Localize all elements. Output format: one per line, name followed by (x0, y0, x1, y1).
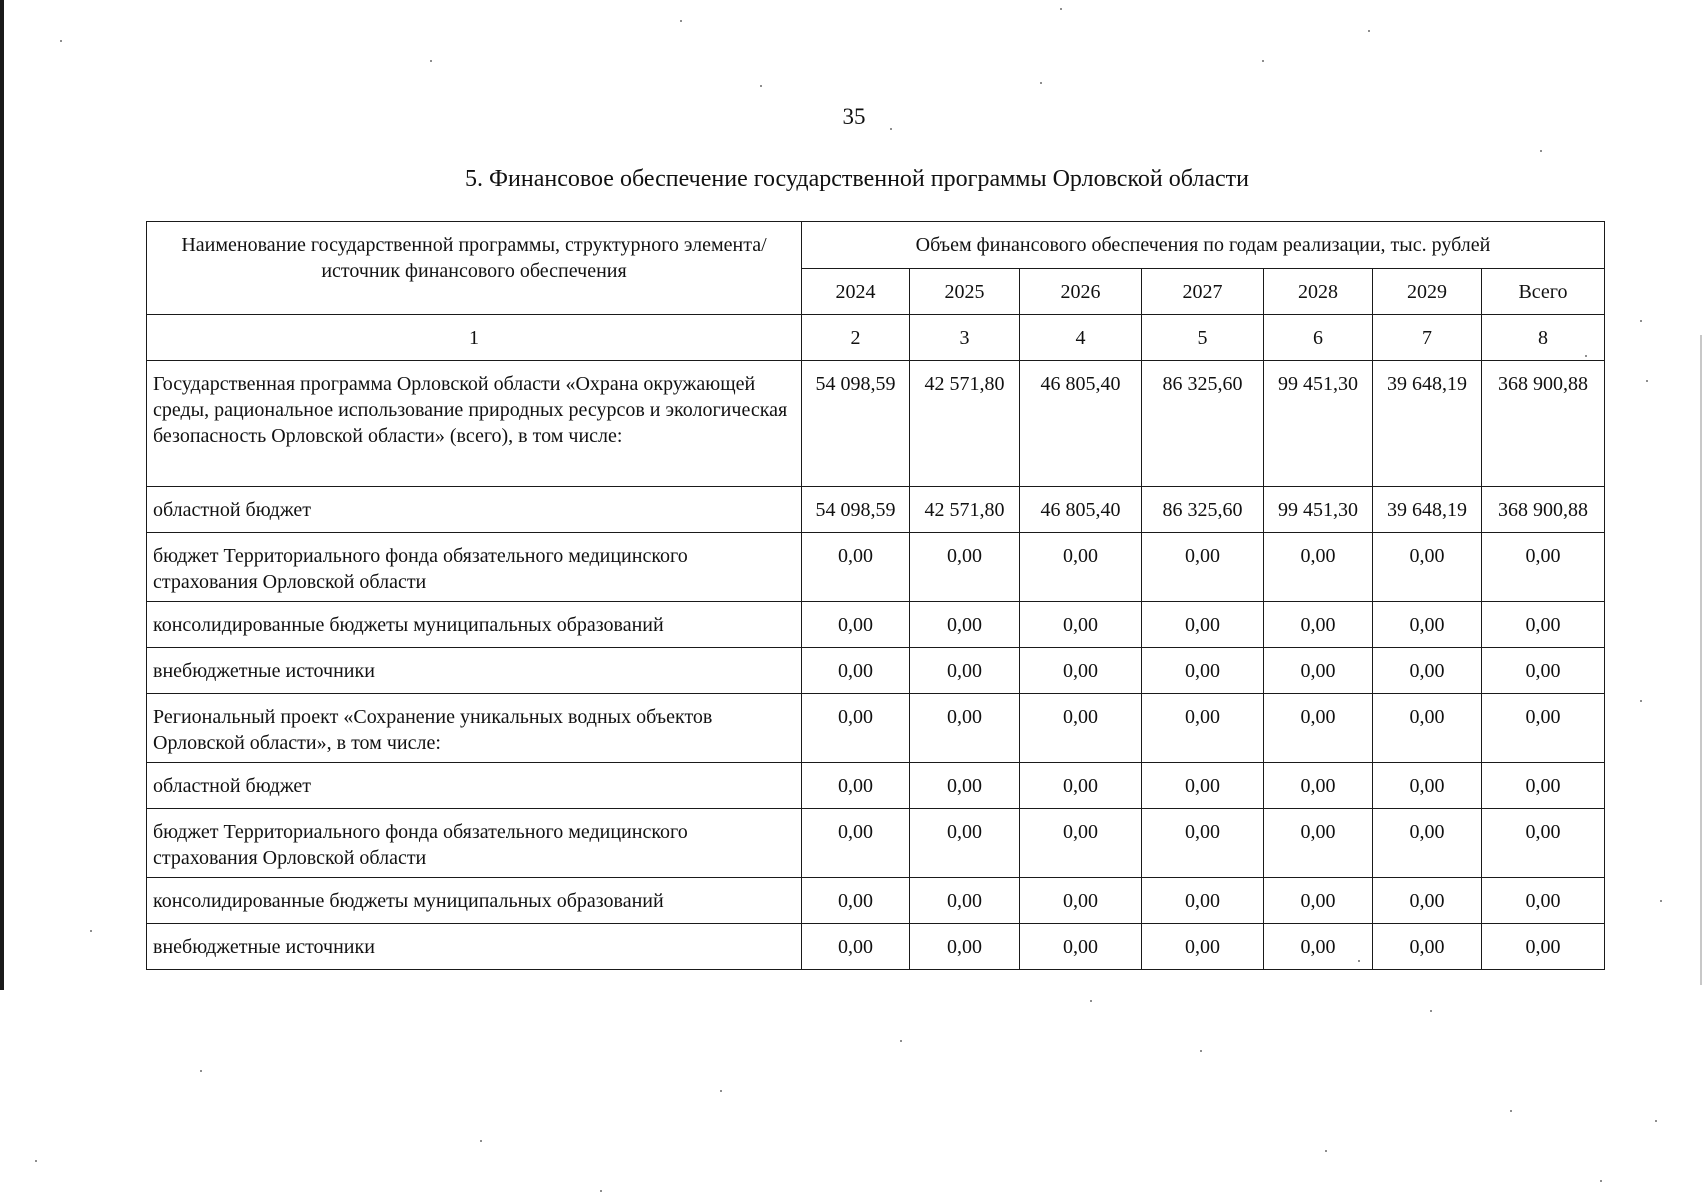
row-label-cell: Государственная программа Орловской области «Охрана окружающей среды, рациональное использование природных ресурсов и экологическая безопасность Орловской области» (всего), в том числе: (147, 361, 802, 487)
column-number-cell: 3 (910, 315, 1020, 361)
row-total-cell: 0,00 (1482, 924, 1605, 970)
row-value-cell: 0,00 (1264, 809, 1373, 878)
scan-right-edge (1700, 335, 1702, 985)
scan-speck (1540, 150, 1542, 152)
header-name-cell: Наименование государственной программы, структурного элемента/источник финансового обеспечения (147, 222, 802, 315)
scan-speck (480, 1140, 482, 1142)
row-label-cell: бюджет Территориального фонда обязательного медицинского страхования Орловской области (147, 809, 802, 878)
row-value-cell: 0,00 (1264, 648, 1373, 694)
scan-speck (760, 85, 762, 87)
row-value-cell: 86 325,60 (1142, 361, 1264, 487)
year-cell: 2028 (1264, 269, 1373, 315)
scan-speck (35, 1160, 37, 1162)
table-row (147, 361, 1605, 487)
row-value-cell: 0,00 (1373, 648, 1482, 694)
row-label-cell: бюджет Территориального фонда обязательного медицинского страхования Орловской области (147, 533, 802, 602)
year-cell: 2026 (1020, 269, 1142, 315)
row-value-cell: 0,00 (1020, 763, 1142, 809)
row-value-cell: 0,00 (1373, 763, 1482, 809)
column-number-cell: 2 (802, 315, 910, 361)
column-number-cell: 8 (1482, 315, 1605, 361)
year-cell: 2025 (910, 269, 1020, 315)
table-row (147, 487, 1605, 533)
row-value-cell: 42 571,80 (910, 487, 1020, 533)
scan-speck (890, 128, 892, 130)
row-value-cell: 0,00 (1142, 533, 1264, 602)
row-value-cell: 0,00 (1020, 878, 1142, 924)
row-value-cell: 0,00 (1020, 809, 1142, 878)
row-value-cell: 0,00 (1373, 809, 1482, 878)
row-value-cell: 39 648,19 (1373, 361, 1482, 487)
row-value-cell: 0,00 (910, 602, 1020, 648)
row-value-cell: 0,00 (1264, 763, 1373, 809)
row-value-cell: 54 098,59 (802, 487, 910, 533)
row-label-cell: консолидированные бюджеты муниципальных образований (147, 602, 802, 648)
column-number-cell: 5 (1142, 315, 1264, 361)
year-cell: 2024 (802, 269, 910, 315)
row-value-cell: 0,00 (910, 878, 1020, 924)
scan-speck (1655, 1120, 1657, 1122)
row-value-cell: 0,00 (910, 763, 1020, 809)
row-value-cell: 0,00 (910, 648, 1020, 694)
scan-speck (1510, 1110, 1512, 1112)
header-volume-cell: Объем финансового обеспечения по годам реализации, тыс. рублей (802, 222, 1605, 269)
scan-speck (430, 60, 432, 62)
row-value-cell: 0,00 (910, 694, 1020, 763)
row-value-cell: 0,00 (1373, 533, 1482, 602)
table-row (147, 924, 1605, 970)
row-value-cell: 0,00 (1142, 809, 1264, 878)
row-value-cell: 0,00 (1020, 533, 1142, 602)
row-total-cell: 0,00 (1482, 648, 1605, 694)
scan-speck (1358, 960, 1360, 962)
financing-table (146, 221, 1605, 970)
row-label-cell: Региональный проект «Сохранение уникальных водных объектов Орловской области», в том числе: (147, 694, 802, 763)
row-value-cell: 0,00 (1264, 533, 1373, 602)
section-title: 5. Финансовое обеспечение государственной программы Орловской области (465, 166, 1249, 192)
row-value-cell: 86 325,60 (1142, 487, 1264, 533)
row-value-cell: 0,00 (1020, 648, 1142, 694)
row-value-cell: 0,00 (802, 878, 910, 924)
page-number: 35 (842, 104, 866, 129)
row-total-cell: 0,00 (1482, 602, 1605, 648)
header-row (147, 222, 1605, 269)
column-numbers-row (147, 315, 1605, 361)
row-value-cell: 54 098,59 (802, 361, 910, 487)
table-row (147, 533, 1605, 602)
scan-speck (1325, 1150, 1327, 1152)
row-value-cell: 0,00 (802, 924, 910, 970)
scan-speck (1430, 1010, 1432, 1012)
scan-speck (720, 1090, 722, 1092)
row-value-cell: 0,00 (802, 533, 910, 602)
row-value-cell: 0,00 (1373, 924, 1482, 970)
row-total-cell: 0,00 (1482, 809, 1605, 878)
scan-speck (600, 1190, 602, 1192)
scan-speck (1600, 1180, 1602, 1182)
row-value-cell: 0,00 (802, 809, 910, 878)
row-total-cell: 0,00 (1482, 878, 1605, 924)
row-value-cell: 0,00 (1020, 924, 1142, 970)
row-value-cell: 0,00 (910, 533, 1020, 602)
row-total-cell: 0,00 (1482, 694, 1605, 763)
row-value-cell: 46 805,40 (1020, 487, 1142, 533)
row-value-cell: 0,00 (802, 648, 910, 694)
scan-speck (1646, 380, 1648, 382)
row-value-cell: 0,00 (802, 763, 910, 809)
row-value-cell: 0,00 (1264, 878, 1373, 924)
row-value-cell: 99 451,30 (1264, 487, 1373, 533)
row-label-cell: внебюджетные источники (147, 648, 802, 694)
row-value-cell: 0,00 (1020, 694, 1142, 763)
scan-speck (900, 1040, 902, 1042)
row-label-cell: областной бюджет (147, 763, 802, 809)
row-value-cell: 0,00 (1142, 602, 1264, 648)
scan-speck (60, 40, 62, 42)
row-value-cell: 0,00 (1142, 924, 1264, 970)
row-value-cell: 0,00 (1264, 924, 1373, 970)
scan-speck (1262, 60, 1264, 62)
row-value-cell: 0,00 (910, 809, 1020, 878)
row-value-cell: 0,00 (802, 694, 910, 763)
row-value-cell: 39 648,19 (1373, 487, 1482, 533)
year-cell: 2027 (1142, 269, 1264, 315)
column-number-cell: 1 (147, 315, 802, 361)
row-value-cell: 0,00 (1142, 648, 1264, 694)
scan-speck (90, 930, 92, 932)
row-value-cell: 99 451,30 (1264, 361, 1373, 487)
table-row (147, 763, 1605, 809)
table-row (147, 878, 1605, 924)
row-total-cell: 368 900,88 (1482, 487, 1605, 533)
row-value-cell: 0,00 (1142, 878, 1264, 924)
scan-speck (1060, 8, 1062, 10)
row-value-cell: 0,00 (1373, 878, 1482, 924)
scan-speck (1200, 1050, 1202, 1052)
row-value-cell: 46 805,40 (1020, 361, 1142, 487)
row-value-cell: 0,00 (1264, 602, 1373, 648)
row-value-cell: 0,00 (1373, 602, 1482, 648)
row-total-cell: 0,00 (1482, 763, 1605, 809)
row-total-cell: 368 900,88 (1482, 361, 1605, 487)
scan-speck (1640, 320, 1642, 322)
scan-speck (1585, 355, 1587, 357)
table-row (147, 602, 1605, 648)
scan-speck (200, 1070, 202, 1072)
row-label-cell: консолидированные бюджеты муниципальных образований (147, 878, 802, 924)
scan-left-edge (0, 0, 4, 990)
row-value-cell: 0,00 (910, 924, 1020, 970)
total-header-cell: Всего (1482, 269, 1605, 315)
table-row (147, 694, 1605, 763)
column-number-cell: 6 (1264, 315, 1373, 361)
year-cell: 2029 (1373, 269, 1482, 315)
scan-speck (1040, 82, 1042, 84)
row-value-cell: 0,00 (1142, 763, 1264, 809)
scan-speck (1640, 700, 1642, 702)
scan-speck (1090, 1000, 1092, 1002)
scan-speck (1660, 900, 1662, 902)
column-number-cell: 7 (1373, 315, 1482, 361)
scan-speck (680, 20, 682, 22)
column-number-cell: 4 (1020, 315, 1142, 361)
row-label-cell: внебюджетные источники (147, 924, 802, 970)
row-label-cell: областной бюджет (147, 487, 802, 533)
row-value-cell: 42 571,80 (910, 361, 1020, 487)
row-value-cell: 0,00 (1264, 694, 1373, 763)
table-row (147, 809, 1605, 878)
table-row (147, 648, 1605, 694)
scan-speck (1368, 30, 1370, 32)
row-value-cell: 0,00 (1142, 694, 1264, 763)
row-value-cell: 0,00 (1020, 602, 1142, 648)
row-value-cell: 0,00 (1373, 694, 1482, 763)
row-value-cell: 0,00 (802, 602, 910, 648)
row-total-cell: 0,00 (1482, 533, 1605, 602)
